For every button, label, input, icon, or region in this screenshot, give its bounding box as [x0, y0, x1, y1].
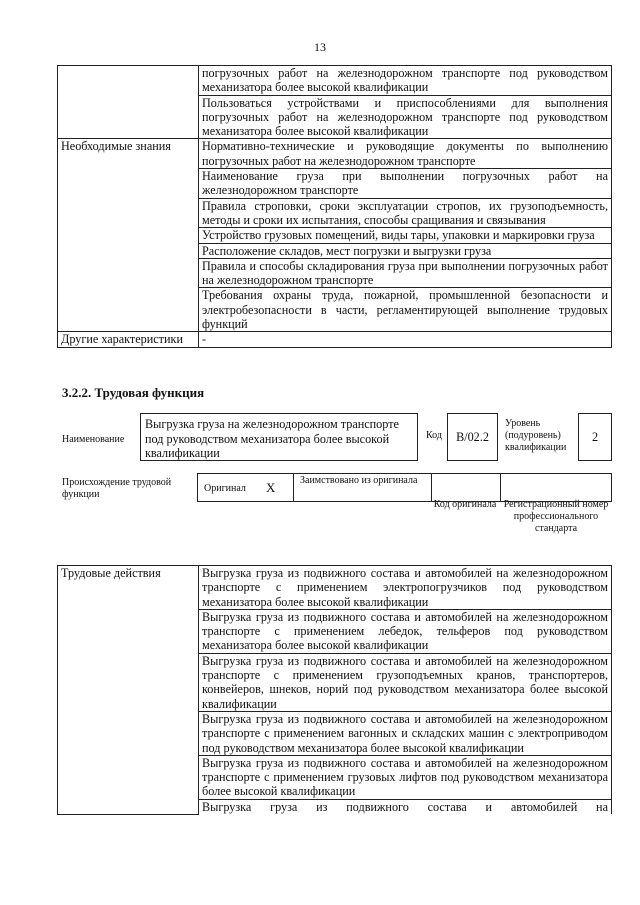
- origin-grid: [197, 473, 612, 502]
- actions-label: Трудовые действия: [58, 566, 199, 815]
- table-row: [58, 139, 612, 169]
- table-row: [58, 332, 612, 347]
- code-label: Код: [426, 430, 442, 441]
- knowledge-cell: Правила строповки, сроки эксплуатации стропов, их грузоподъемность, методы и сроки их испытания, способы сращивания и связывания: [199, 198, 612, 228]
- knowledge-cell: Нормативно-технические и руководящие документы по выполнению погрузочных работ на железнодорожном транспорте: [199, 139, 612, 169]
- code-value: В/02.2: [447, 413, 498, 461]
- skill-cell: погрузочных работ на железнодорожном транспорте под руководством механизатора более высокой квалификации: [199, 66, 612, 96]
- section-title: 3.2.2. Трудовая функция: [62, 385, 205, 400]
- knowledge-table: [57, 65, 612, 348]
- knowledge-cell: Требования охраны труда, пожарной, промышленной безопасности и электробезопасности в части, регламентирующей выполнение трудовых функций: [199, 288, 612, 332]
- action-cell: Выгрузка груза из подвижного состава и автомобилей на железнодорожном транспорте с применением грузоподъемных кранов, транспортеров, конвейеров, шнеков, норий под руководством механизатора более высокой квалификации: [199, 653, 612, 711]
- other-label: Другие характеристики: [58, 332, 199, 347]
- knowledge-cell: Устройство грузовых помещений, виды тары, упаковки и маркировки груза: [199, 228, 612, 243]
- action-cell: Выгрузка груза из подвижного состава и автомобилей на железнодорожном транспорте с применением вагонных и складских машин с электроприводом под руководством механизатора более высокой квалификации: [199, 711, 612, 755]
- table-row: [58, 566, 612, 610]
- page-number: 13: [314, 40, 326, 54]
- grid-divider: [500, 474, 501, 501]
- origin-label: Происхождение трудовой функции: [62, 477, 172, 500]
- borrowed-label: Заимствовано из оригинала: [300, 475, 418, 486]
- skill-cell: Пользоваться устройствами и приспособлениями для выполнения погрузочных работ на железнодорожном транспорте под руководством механизатора более высокой квалификации: [199, 95, 612, 139]
- knowledge-label: Необходимые знания: [58, 139, 199, 332]
- original-label: Оригинал: [204, 483, 246, 494]
- reg-number-label: Регистрационный номер профессионального стандарта: [503, 499, 609, 534]
- knowledge-cell: Расположение складов, мест погрузки и выгрузки груза: [199, 243, 612, 258]
- knowledge-cell: Правила и способы складирования груза при выполнении погрузочных работ на железнодорожном транспорте: [199, 258, 612, 288]
- grid-divider: [293, 474, 294, 501]
- knowledge-cell: Наименование груза при выполнении погрузочных работ на железнодорожном транспорте: [199, 169, 612, 199]
- function-name: Выгрузка груза на железнодорожном транспорте под руководством механизатора более высокой квалификации: [140, 413, 418, 461]
- level-label: Уровень (подуровень) квалификации: [505, 418, 567, 453]
- action-cell: Выгрузка груза из подвижного состава и автомобилей на железнодорожном транспорте с применением грузовых лифтов под руководством механизатора более высокой квалификации: [199, 755, 612, 799]
- other-value: -: [199, 332, 612, 347]
- grid-divider: [431, 474, 432, 501]
- original-mark: X: [266, 480, 276, 495]
- level-value: 2: [578, 413, 612, 461]
- action-cell: Выгрузка груза из подвижного состава и автомобилей на железнодорожном транспорте с применением электропогрузчиков под руководством механизатора более высокой квалификации: [199, 566, 612, 610]
- name-label: Наименование: [62, 434, 125, 445]
- code-original-label: Код оригинала: [433, 499, 497, 510]
- table-row: [58, 66, 612, 96]
- action-cell: Выгрузка груза из подвижного состава и автомобилей на железнодорожном транспорте с применением лебедок, тельферов под руководством механизатора более высокой квалификации: [199, 609, 612, 653]
- action-cell: Выгрузка груза из подвижного состава и автомобилей на: [199, 799, 612, 814]
- empty-label-cell: [58, 66, 199, 139]
- actions-table: [57, 565, 612, 815]
